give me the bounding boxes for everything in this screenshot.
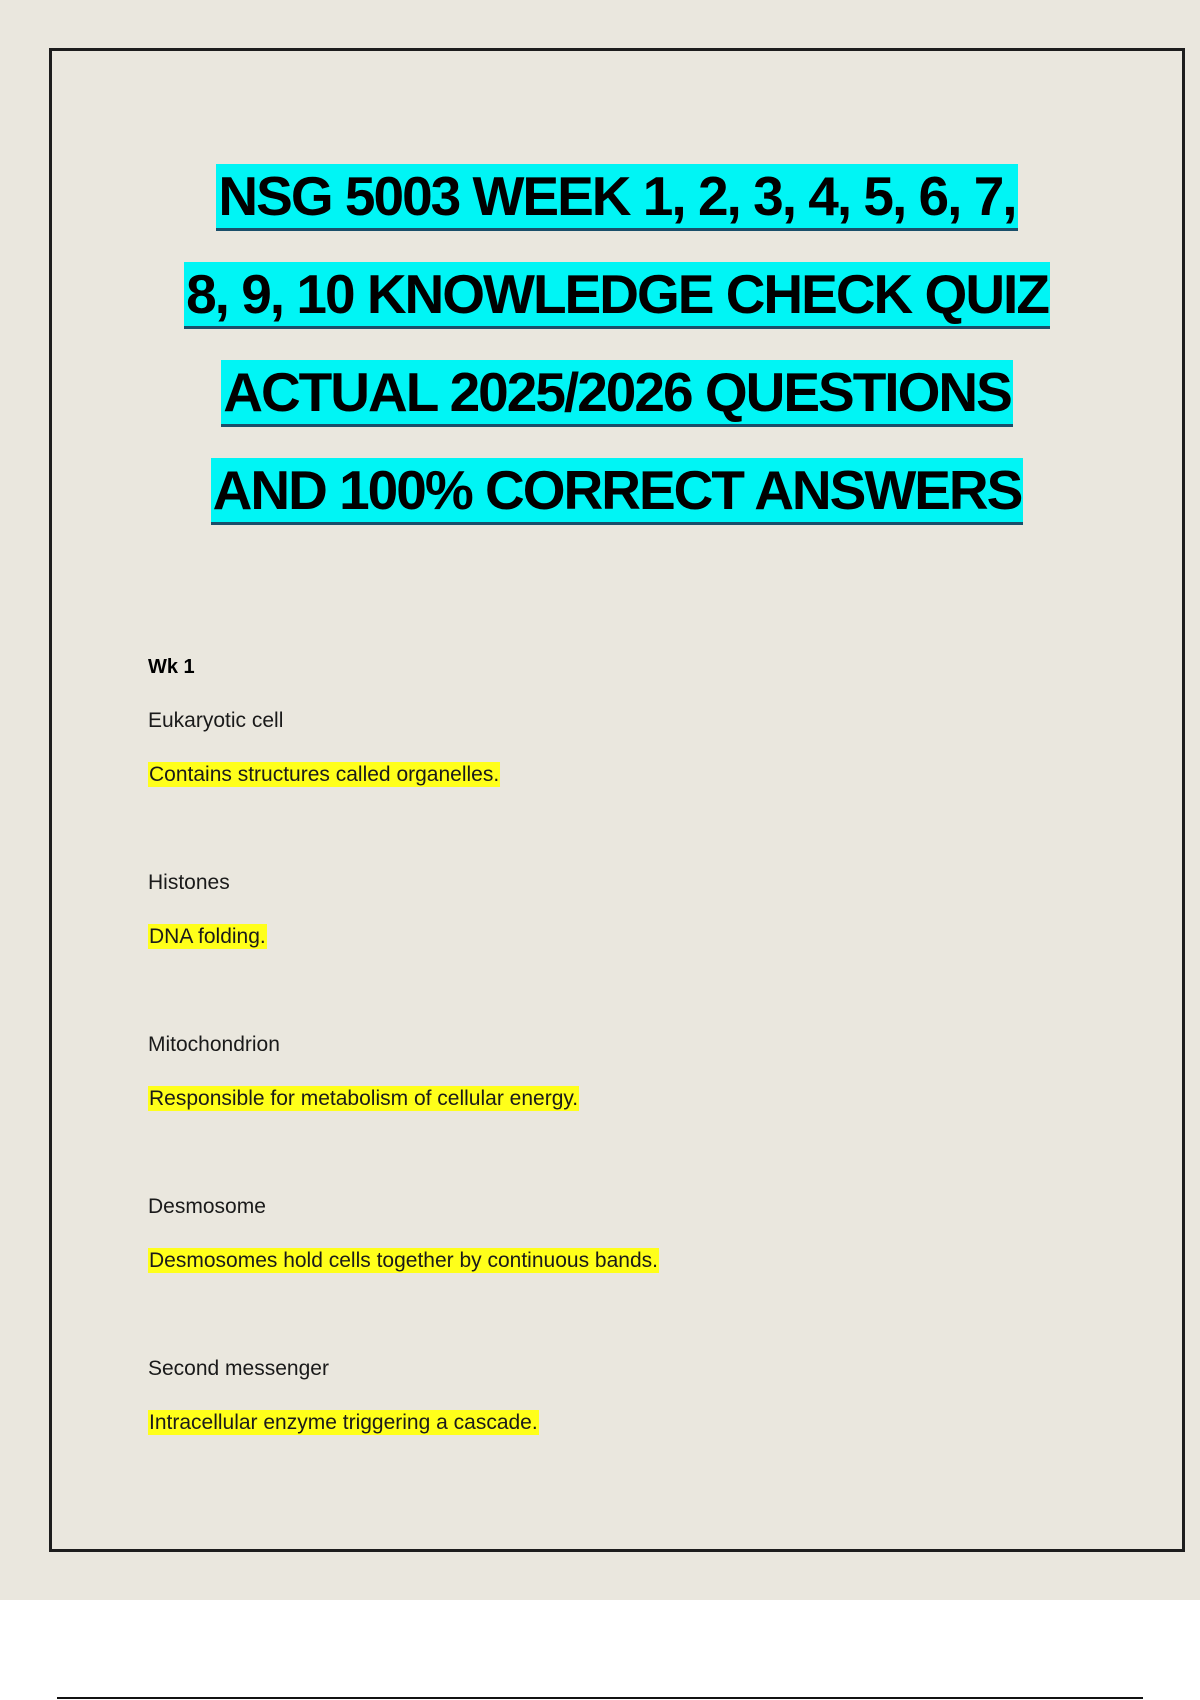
answer-text: Responsible for metabolism of cellular energy. (149, 1087, 579, 1110)
highlighted-answer (148, 1407, 1148, 1439)
highlighted-answer (148, 1083, 1148, 1115)
answer-text: DNA folding. (149, 925, 266, 948)
qa-item (148, 1029, 1148, 1115)
question-term: Eukaryotic cell (148, 709, 284, 732)
highlighted-answer (148, 921, 1148, 953)
title-line-2: 8, 9, 10 KNOWLEDGE CHECK QUIZ (184, 262, 1050, 329)
question-term: Mitochondrion (148, 1033, 280, 1056)
highlighted-answer (148, 759, 1148, 791)
answer-text: Contains structures called organelles. (149, 763, 500, 786)
title-line-3: ACTUAL 2025/2026 QUESTIONS (221, 360, 1013, 427)
qa-item (148, 1191, 1148, 1277)
quiz-content (148, 651, 1148, 1515)
question-term: Second messenger (148, 1357, 329, 1380)
question-term: Desmosome (148, 1195, 266, 1218)
qa-item (148, 705, 1148, 791)
qa-item (148, 867, 1148, 953)
footer-divider (57, 1697, 1143, 1699)
section-heading: Wk 1 (148, 656, 195, 678)
title-line-1: NSG 5003 WEEK 1, 2, 3, 4, 5, 6, 7, (216, 164, 1017, 231)
title-line-4: AND 100% CORRECT ANSWERS (211, 458, 1024, 525)
highlighted-answer (148, 1245, 1148, 1277)
question-term: Histones (148, 871, 230, 894)
document-title (52, 147, 1182, 539)
qa-item (148, 1353, 1148, 1439)
page-border (49, 48, 1185, 1552)
answer-text: Desmosomes hold cells together by continuous bands. (149, 1249, 658, 1272)
answer-text: Intracellular enzyme triggering a cascade. (149, 1411, 538, 1434)
